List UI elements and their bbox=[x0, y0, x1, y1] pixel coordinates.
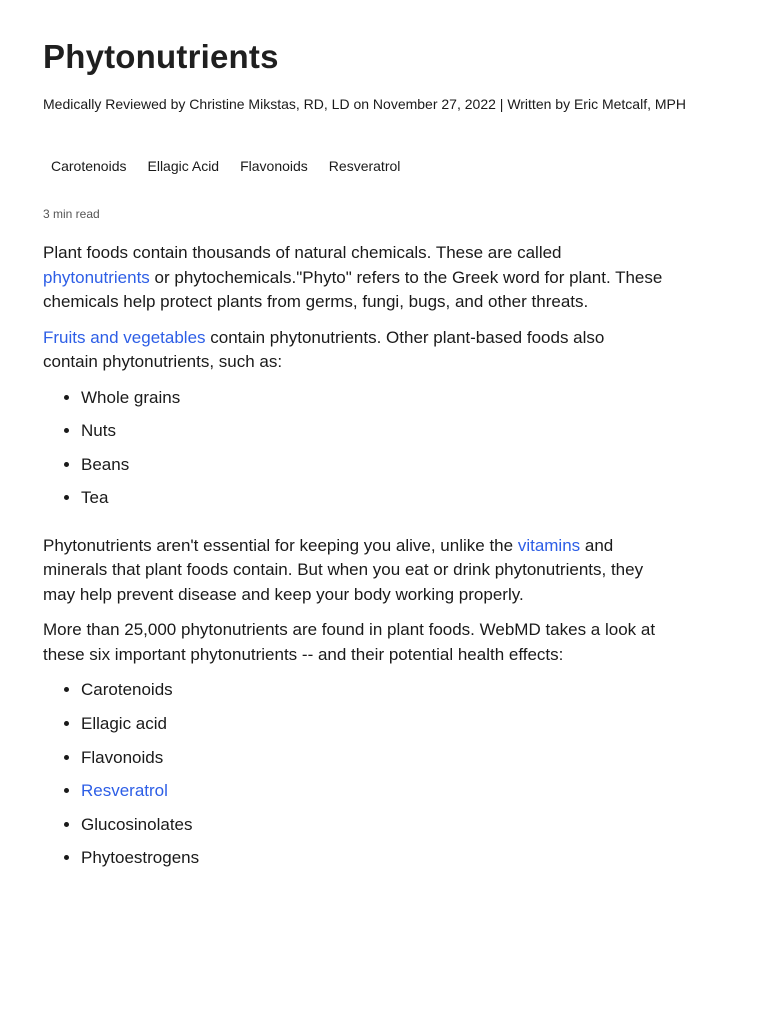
topic-link-carotenoids[interactable]: Carotenoids bbox=[51, 158, 127, 174]
paragraph-sources bbox=[43, 326, 663, 375]
paragraph-essential bbox=[43, 534, 663, 608]
phytonutrient-list bbox=[43, 678, 663, 880]
topic-link-flavonoids[interactable]: Flavonoids bbox=[240, 158, 308, 174]
byline-prefix: Medically Reviewed by bbox=[43, 96, 190, 112]
reviewer-name: Christine Mikstas, RD, LD bbox=[189, 96, 350, 112]
page-title: Phytonutrients bbox=[43, 38, 279, 75]
list-item-link bbox=[81, 779, 663, 813]
resveratrol-link[interactable]: Resveratrol bbox=[81, 781, 168, 801]
list-item: • Beans bbox=[81, 453, 663, 487]
topic-links bbox=[51, 156, 421, 176]
list-item: • Glucosinolates bbox=[81, 813, 663, 847]
byline bbox=[43, 94, 713, 115]
paragraph-overview: More than 25,000 phytonutrients are found in plant foods. WebMD takes a look at these six important phytonutrients -- and their potential health effects: bbox=[43, 620, 656, 664]
paragraph-intro bbox=[43, 241, 663, 315]
byline-separator: | bbox=[495, 96, 508, 112]
article-body bbox=[43, 241, 663, 894]
paragraph-text: Plant foods contain thousands of natural chemicals. These are called bbox=[43, 243, 562, 262]
paragraph-text: or phytochemicals."Phyto" refers to the Greek word for plant. These chemicals help protect plants from germs, fungi, bugs, and other threats. bbox=[43, 267, 663, 311]
fruits-vegetables-link[interactable]: Fruits and vegetables bbox=[43, 327, 206, 347]
phytonutrients-link[interactable]: phytonutrients bbox=[43, 267, 150, 287]
review-date: November 27, 2022 bbox=[372, 96, 496, 112]
list-item: • Carotenoids bbox=[81, 678, 663, 712]
topic-link-ellagic-acid[interactable]: Ellagic Acid bbox=[147, 158, 220, 174]
topic-link-resveratrol[interactable]: Resveratrol bbox=[328, 158, 401, 174]
list-item: • Nuts bbox=[81, 419, 663, 453]
list-item: • Tea bbox=[81, 486, 663, 520]
list-item: • Ellagic acid bbox=[81, 712, 663, 746]
read-time: 3 min read bbox=[43, 207, 100, 221]
author-name: Eric Metcalf, MPH bbox=[573, 96, 686, 112]
list-item: • Flavonoids bbox=[81, 746, 663, 780]
list-item: • Whole grains bbox=[81, 386, 663, 420]
paragraph-text: and minerals that plant foods contain. But when you eat or drink phytonutrients, they may help prevent disease and keep your body working properly. bbox=[43, 535, 644, 604]
written-prefix: Written by bbox=[507, 96, 574, 112]
paragraph-text: Phytonutrients aren't essential for keeping you alive, unlike the bbox=[43, 535, 518, 555]
list-item: • Phytoestrogens bbox=[81, 846, 663, 880]
vitamins-link[interactable]: vitamins bbox=[517, 535, 581, 555]
food-list bbox=[43, 386, 663, 520]
byline-on: on bbox=[349, 96, 373, 112]
paragraph-text: contain phytonutrients. Other plant-based foods also contain phytonutrients, such as: bbox=[43, 327, 605, 371]
